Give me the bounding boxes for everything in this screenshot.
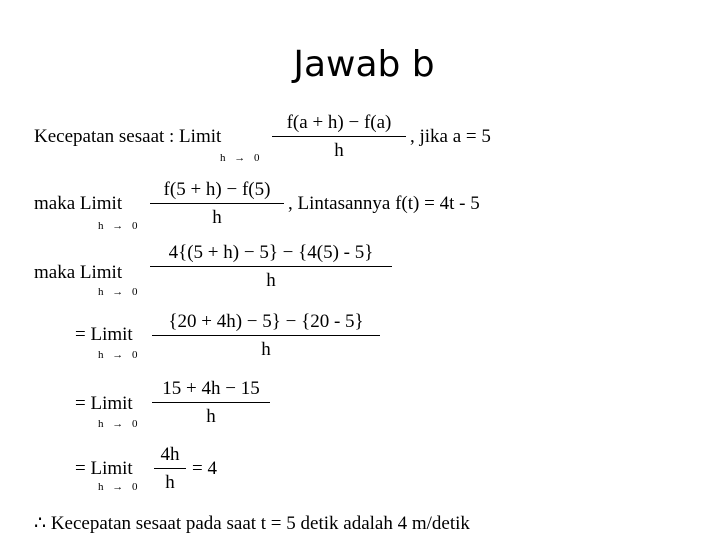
line4-fraction [152, 310, 380, 363]
line2-fraction [150, 178, 284, 231]
line5-denominator: h [206, 406, 216, 427]
line3-numerator: 4{(5 + h) − 5} − {4(5) - 5} [168, 242, 374, 263]
line6-limit-subscript: h → 0 [98, 481, 141, 493]
line5-fraction [152, 377, 270, 430]
fraction-bar [152, 402, 270, 403]
line4-limit-subscript: h → 0 [98, 349, 141, 361]
line6-numerator: 4h [160, 444, 180, 465]
line1-suffix: , jika a = 5 [410, 126, 491, 147]
line2-numerator: f(5 + h) − f(5) [163, 179, 271, 200]
fraction-bar [154, 468, 186, 469]
line3-limit-subscript: h → 0 [98, 286, 141, 298]
fraction-bar [152, 335, 380, 336]
line6-suffix: = 4 [192, 458, 217, 479]
line6-fraction [154, 443, 186, 496]
line1-limit-subscript: h → 0 [220, 152, 263, 164]
line2-limit-subscript: h → 0 [98, 220, 141, 232]
line1-prefix: Kecepatan sesaat : Limit [34, 126, 222, 147]
fraction-bar [272, 136, 406, 137]
line5-numerator: 15 + 4h − 15 [162, 378, 260, 399]
line1-fraction [272, 111, 406, 164]
fraction-bar [150, 266, 392, 267]
line2-prefix: maka Limit [34, 193, 123, 214]
slide-title: Jawab b [293, 44, 435, 85]
conclusion: ∴ Kecepatan sesaat pada saat t = 5 detik adalah 4 m/detik [34, 513, 470, 534]
line3-fraction [150, 241, 392, 294]
line5-limit-subscript: h → 0 [98, 418, 141, 430]
line5-prefix: = Limit [75, 393, 133, 414]
fraction-bar [150, 203, 284, 204]
line4-numerator: {20 + 4h) − 5} − {20 - 5} [168, 311, 364, 332]
line3-denominator: h [266, 270, 276, 291]
line2-denominator: h [212, 207, 222, 228]
line6-denominator: h [165, 472, 175, 493]
line2-suffix: , Lintasannya f(t) = 4t - 5 [288, 193, 480, 214]
line6-prefix: = Limit [75, 458, 133, 479]
line4-prefix: = Limit [75, 324, 133, 345]
line4-denominator: h [261, 339, 271, 360]
line3-prefix: maka Limit [34, 262, 123, 283]
line1-denominator: h [334, 140, 344, 161]
line1-numerator: f(a + h) − f(a) [286, 112, 392, 133]
